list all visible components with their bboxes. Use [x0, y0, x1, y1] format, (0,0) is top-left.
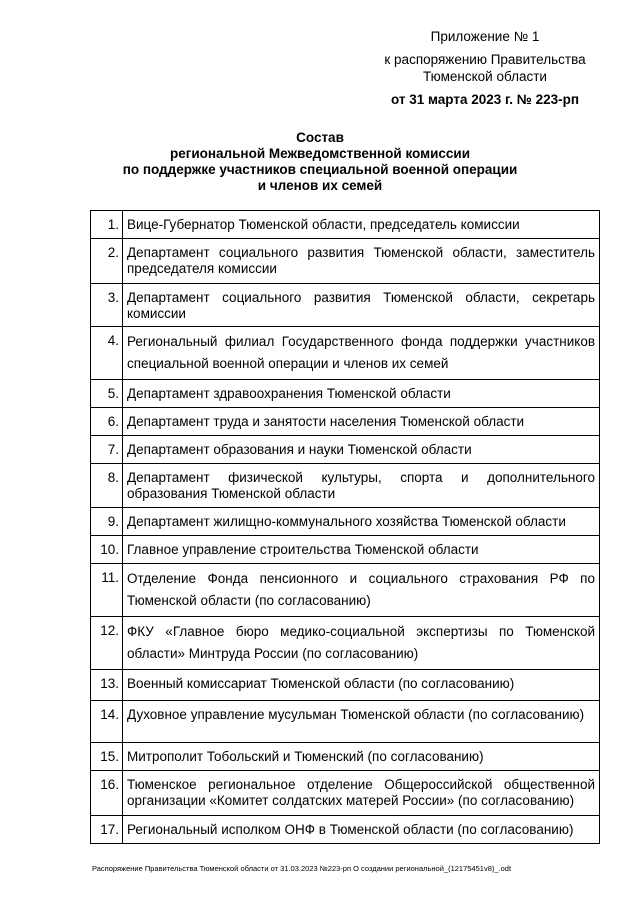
row-number: 14.: [91, 701, 123, 743]
table-row: [91, 617, 600, 670]
annex-number: Приложение № 1: [430, 29, 540, 44]
table-row: [91, 816, 600, 844]
title-line-2: региональной Межведомственной комиссии: [169, 146, 471, 161]
row-text: Департамент труда и занятости населения Тюменской области: [123, 408, 600, 436]
table-row: [91, 239, 600, 284]
row-text: Региональный исполком ОНФ в Тюменской области (по согласованию): [123, 816, 600, 844]
annex-region: Тюменской области: [423, 69, 547, 84]
row-text: Департамент жилищно-коммунального хозяйства Тюменской области: [123, 508, 600, 536]
table-row: [91, 284, 600, 327]
members-table: [90, 210, 600, 844]
row-text: Отделение Фонда пенсионного и социального страхования РФ по Тюменской области (по согласованию): [123, 564, 600, 617]
row-number: 13.: [91, 670, 123, 701]
row-number: 1.: [91, 211, 123, 239]
table-row: [91, 464, 600, 508]
row-number: 15.: [91, 743, 123, 771]
row-text: Департамент социального развития Тюменской области, заместитель председателя комиссии: [123, 239, 600, 284]
document-title: [80, 130, 560, 194]
row-text: Главное управление строительства Тюменской области: [123, 536, 600, 564]
table-row: [91, 436, 600, 464]
table-row: [91, 670, 600, 701]
table-row: [91, 771, 600, 816]
table-row: [91, 211, 600, 239]
row-number: 9.: [91, 508, 123, 536]
table-row: [91, 536, 600, 564]
row-number: 4.: [91, 327, 123, 380]
row-number: 7.: [91, 436, 123, 464]
table-row: [91, 408, 600, 436]
table-row: [91, 564, 600, 617]
row-number: 5.: [91, 380, 123, 408]
row-number: 6.: [91, 408, 123, 436]
row-text: Региональный филиал Государственного фонда поддержки участников специальной военной операции и членов их семей: [123, 327, 600, 380]
table-row: [91, 701, 600, 743]
row-number: 3.: [91, 284, 123, 327]
table-row: [91, 743, 600, 771]
row-number: 16.: [91, 771, 123, 816]
row-text: Военный комиссариат Тюменской области (по согласованию): [123, 670, 600, 701]
row-text: Вице-Губернатор Тюменской области, председатель комиссии: [123, 211, 600, 239]
row-text: Департамент образования и науки Тюменской области: [123, 436, 600, 464]
row-number: 2.: [91, 239, 123, 284]
row-text: Духовное управление мусульман Тюменской области (по согласованию): [123, 701, 600, 743]
row-number: 12.: [91, 617, 123, 670]
row-number: 17.: [91, 816, 123, 844]
row-text: Департамент социального развития Тюменской области, секретарь комиссии: [123, 284, 600, 327]
row-text: Департамент физической культуры, спорта и дополнительного образования Тюменской области: [123, 464, 600, 508]
table-row: [91, 327, 600, 380]
row-number: 10.: [91, 536, 123, 564]
row-text: ФКУ «Главное бюро медико-социальной экспертизы по Тюменской области» Минтруда России (по согласованию): [123, 617, 600, 670]
document-footer: Распоряжение Правительства Тюменской области от 31.03.2023 №223-рп О создании региональной_(12175451v8)_.odt: [92, 864, 512, 873]
annex-date: от 31 марта 2023 г. № 223-рп: [390, 92, 580, 107]
row-text: Департамент здравоохранения Тюменской области: [123, 380, 600, 408]
title-line-1: Состав: [296, 130, 344, 145]
title-line-3: по поддержке участников специальной военной операции: [122, 162, 518, 177]
row-text: Тюменское региональное отделение Общероссийской общественной организации «Комитет солдатских матерей России» (по согласованию): [123, 771, 600, 816]
annex-reference: к распоряжению Правительства: [384, 52, 586, 67]
title-line-4: и членов их семей: [257, 178, 383, 193]
table-row: [91, 380, 600, 408]
row-number: 11.: [91, 564, 123, 617]
table-row: [91, 508, 600, 536]
annex-header: [360, 28, 610, 108]
row-text: Митрополит Тобольский и Тюменский (по согласованию): [123, 743, 600, 771]
row-number: 8.: [91, 464, 123, 508]
